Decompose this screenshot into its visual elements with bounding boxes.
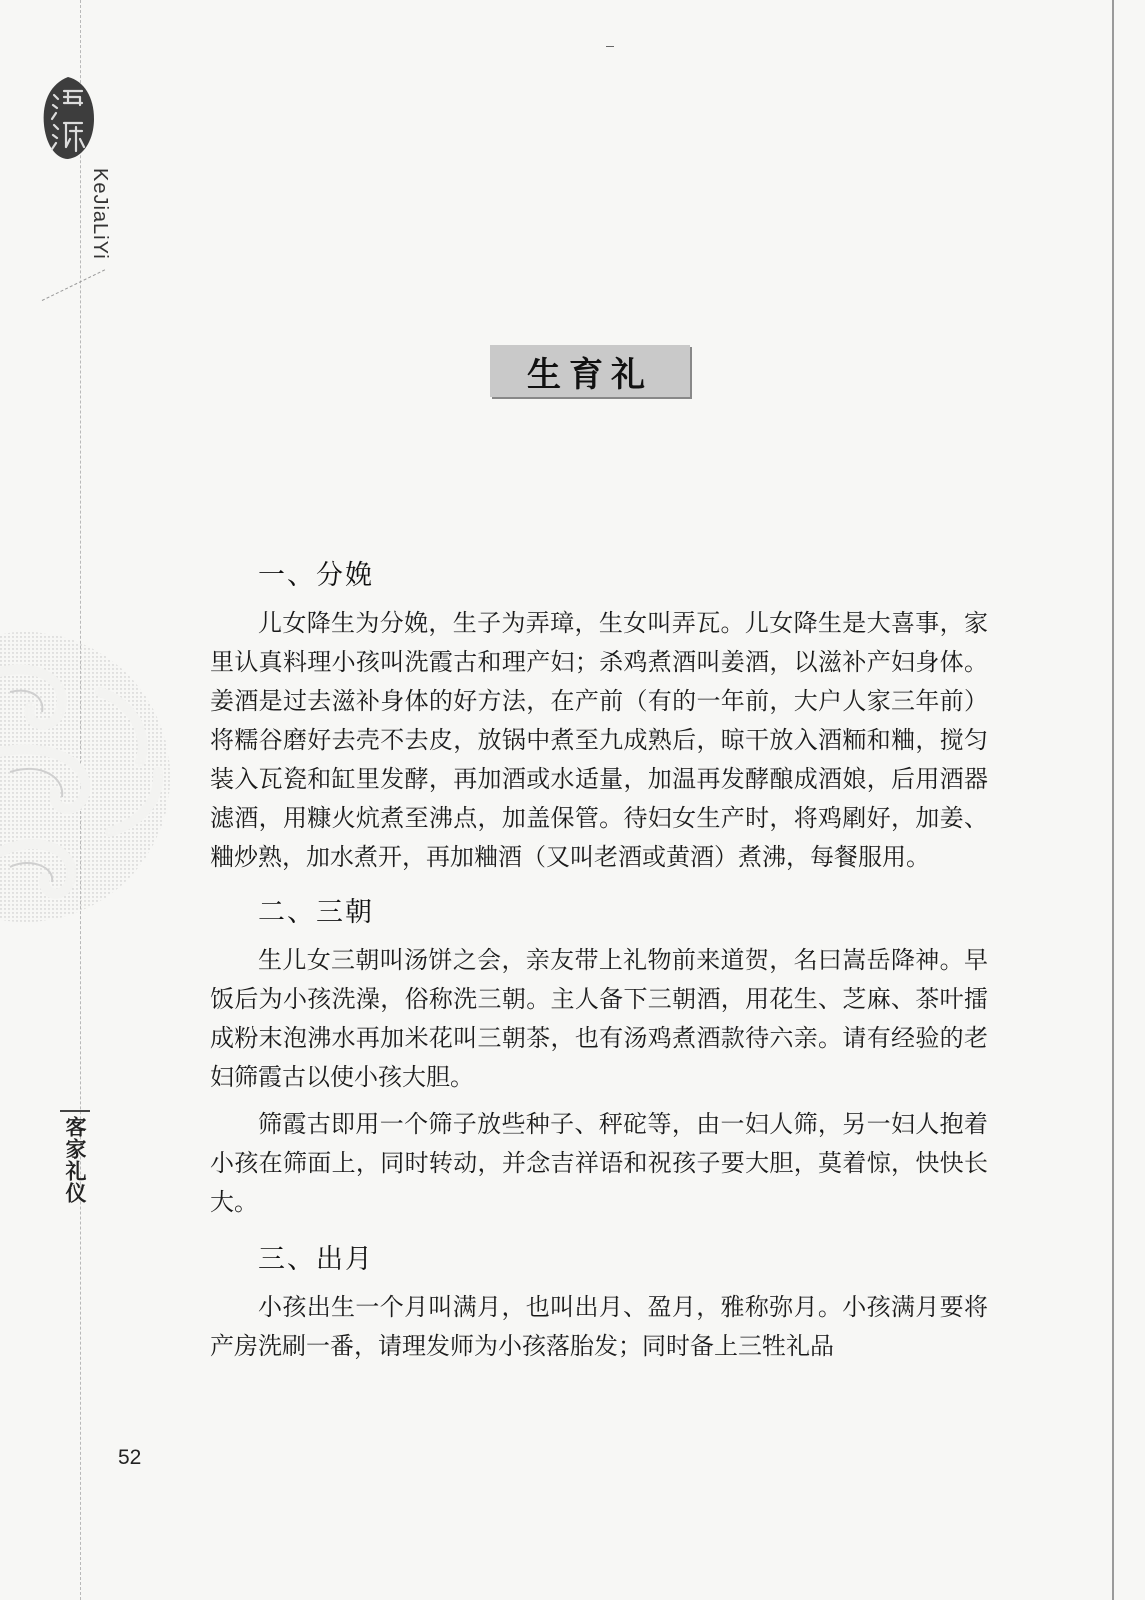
spine-book-title: 客家礼仪 [60, 1110, 90, 1204]
seal-logo [40, 75, 96, 161]
margin-rule-right [1112, 0, 1114, 1600]
section-heading-third-day: 二、三朝 [258, 897, 374, 928]
decorative-divider [42, 269, 105, 301]
chapter-body [210, 548, 988, 1374]
section-heading-delivery: 一、分娩 [258, 560, 374, 591]
section-paragraph: 筛霞古即用一个筛子放些种子、秤砣等，由一妇人筛，另一妇人抱着小孩在筛面上，同时转动，并念吉祥语和祝孩子要大胆，莫着惊，快快长大。 [210, 1110, 988, 1216]
section-paragraph: 生儿女三朝叫汤饼之会，亲友带上礼物前来道贺，名曰嵩岳降神。早饭后为小孩洗澡，俗称洗三朝。主人备下三朝酒，用花生、芝麻、茶叶擂成粉末泡沸水再加米花叫三朝茶，也有汤鸡煮酒款待六亲。请有经验的老妇筛霞古以使小孩大胆。 [210, 946, 988, 1091]
spine-pinyin-label: KeJiaLiYi [89, 168, 111, 260]
chapter-title: 生育礼 [490, 345, 690, 397]
cloud-scroll-ornament [0, 632, 175, 922]
page-number: 52 [118, 1446, 142, 1469]
section-heading-full-month: 三、出月 [258, 1244, 374, 1275]
section-paragraph: 小孩出生一个月叫满月，也叫出月、盈月，雅称弥月。小孩满月要将产房洗刷一番，请理发师为小孩落胎发；同时备上三牲礼品 [210, 1293, 988, 1360]
scan-mark [606, 46, 614, 47]
section-paragraph: 儿女降生为分娩，生子为弄璋，生女叫弄瓦。儿女降生是大喜事，家里认真料理小孩叫洗霞古和理产妇；杀鸡煮酒叫姜酒，以滋补产妇身体。姜酒是过去滋补身体的好方法，在产前（有的一年前，大户人家三年前）将糯谷磨好去壳不去皮，放锅中煮至九成熟后，晾干放入酒粫和粬，搅匀装入瓦瓷和缸里发酵，再加酒或水适量，加温再发酵酿成酒娘，后用酒器滤酒，用糠火炕煮至沸点，加盖保管。待妇女生产时，将鸡㓾好，加姜、粬炒熟，加水煮开，再加粬酒（又叫老酒或黄酒）煮沸，每餐服用。 [210, 609, 988, 871]
